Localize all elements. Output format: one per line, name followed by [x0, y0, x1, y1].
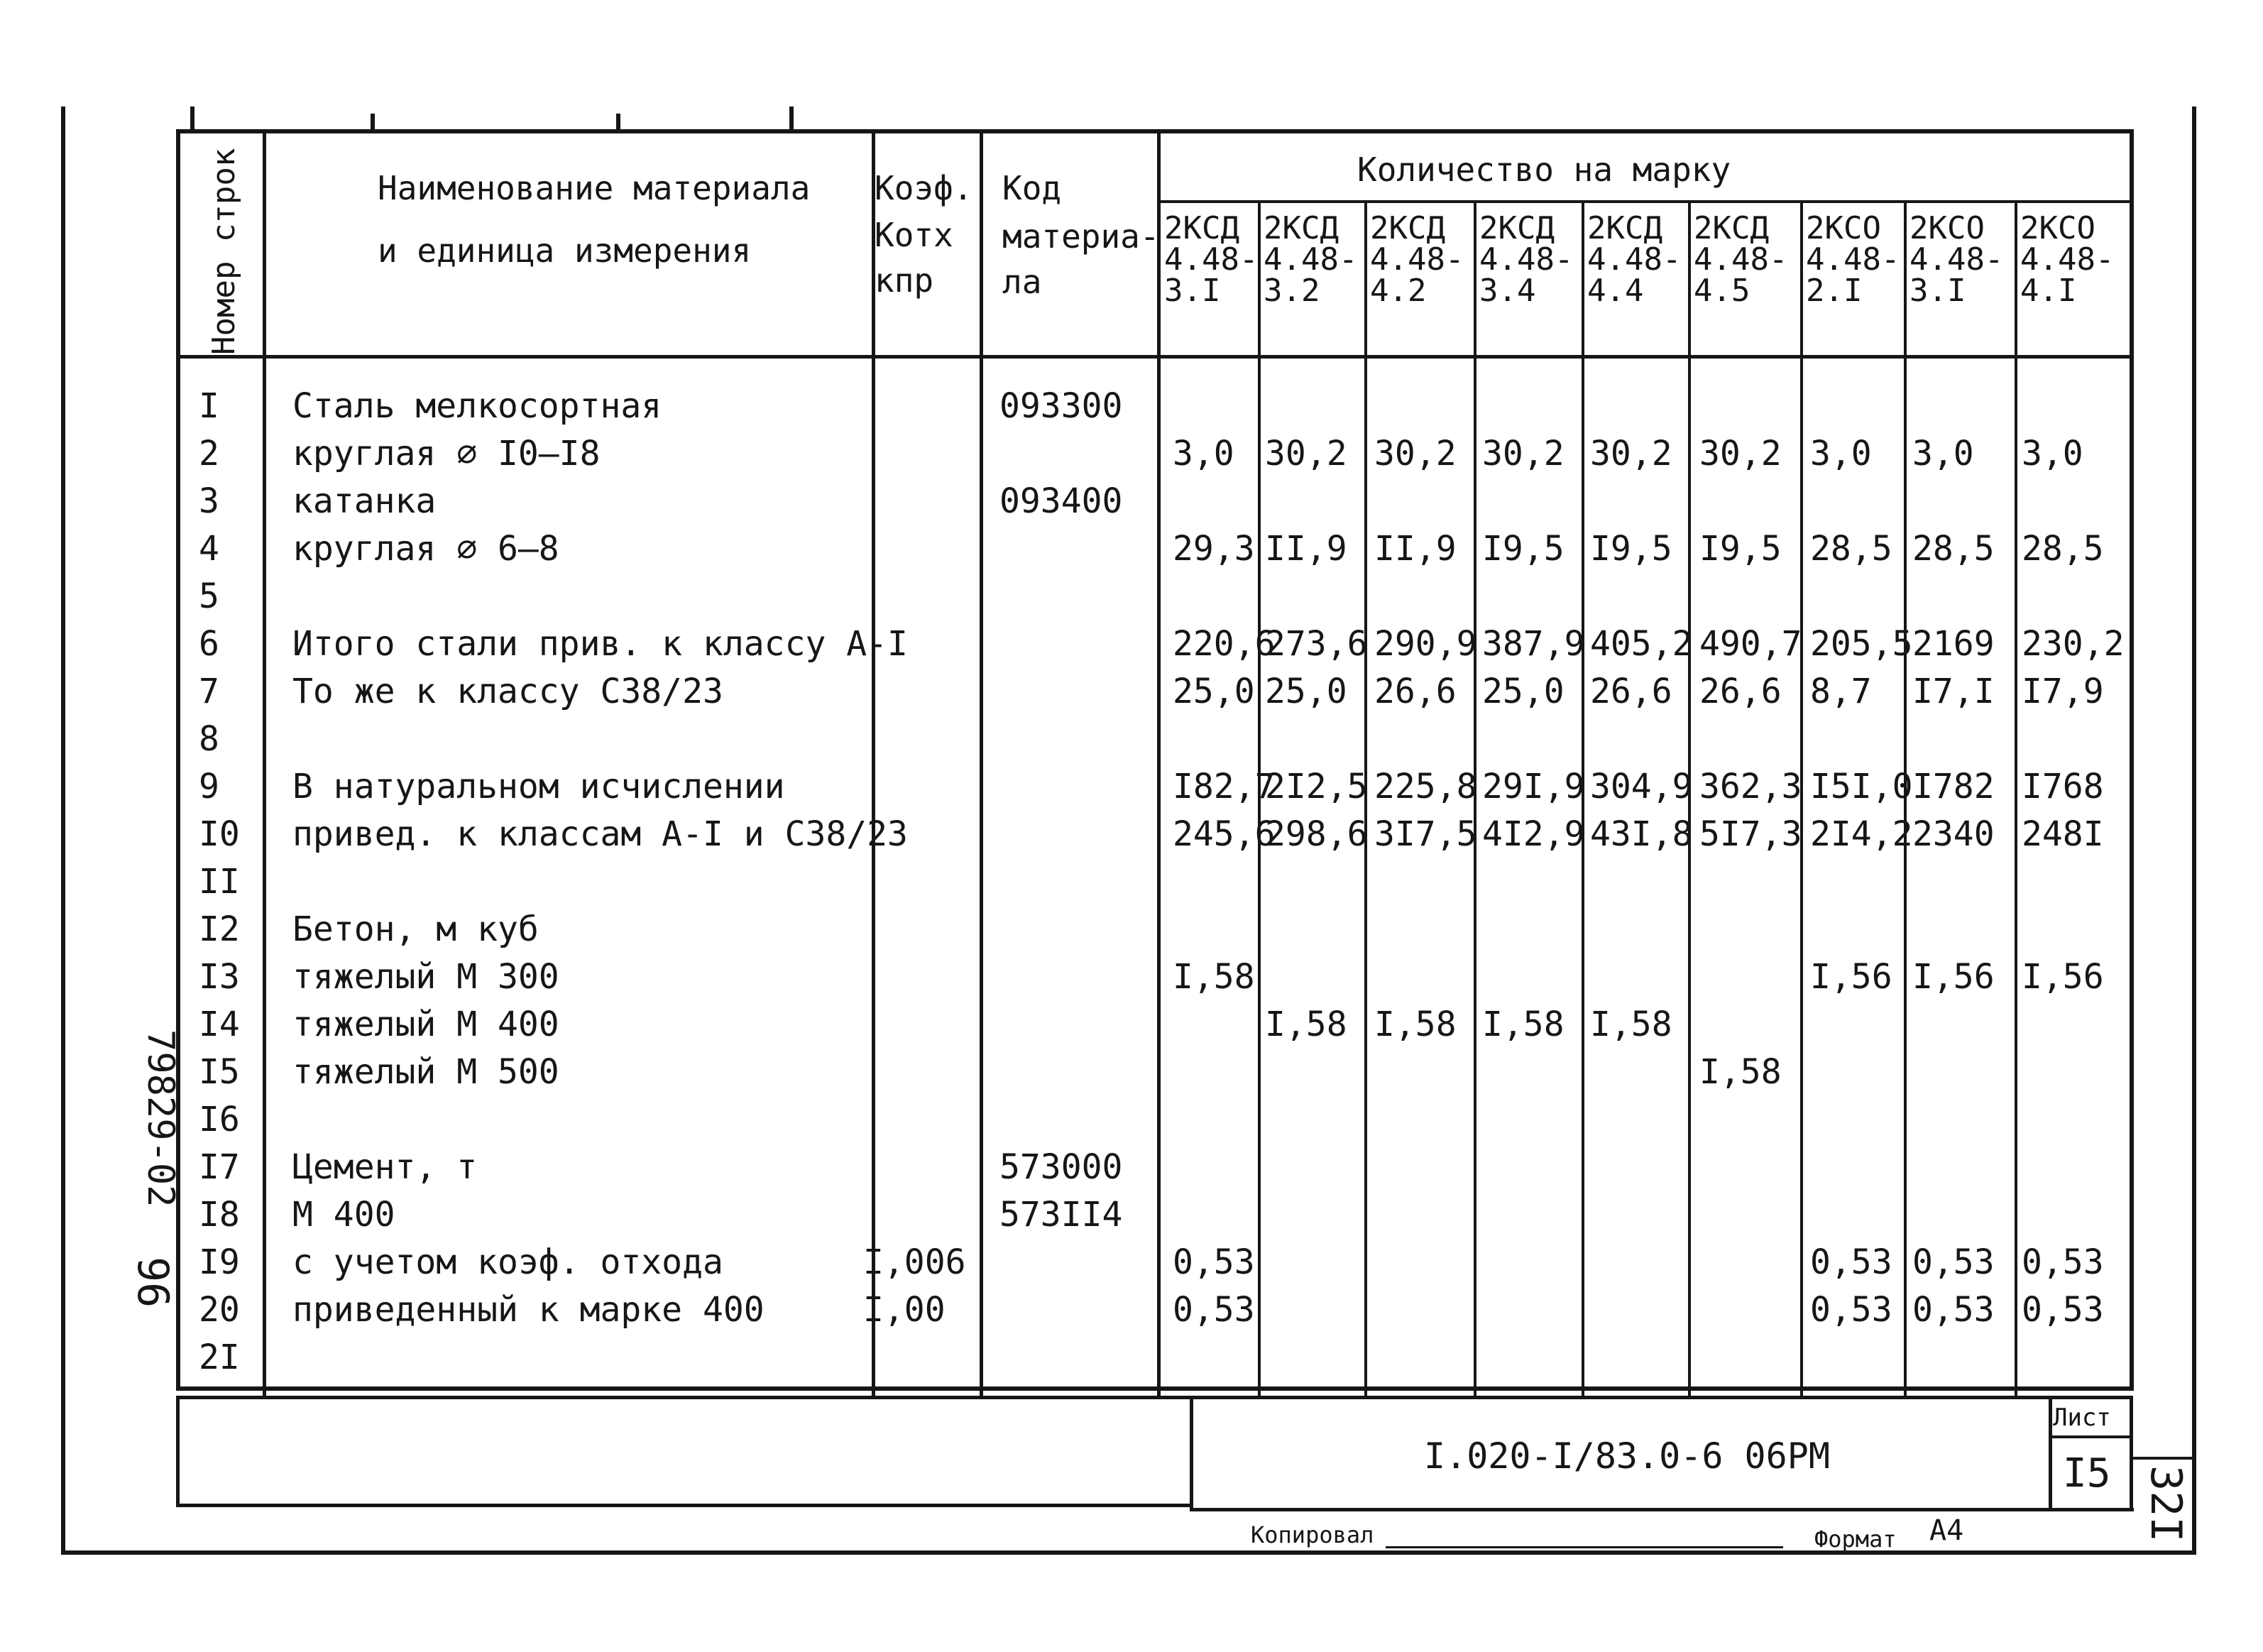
mark-header-line: 4.48-	[2020, 241, 2115, 278]
material-name: Бетон, м куб	[292, 909, 539, 949]
quantity-cell: 0,53	[1173, 1290, 1255, 1330]
row-number: 5	[199, 576, 219, 616]
coef-value: I,006	[863, 1242, 966, 1282]
top-stub-tick	[190, 106, 194, 132]
mark-header-line: 4.48-	[1909, 241, 2004, 278]
mark-header-line: 4.48-	[1479, 241, 1574, 278]
col-line-code	[1157, 132, 1161, 1396]
stamp-sheet-line	[2049, 1435, 2131, 1438]
quantity-cell: 3,0	[1810, 434, 1872, 474]
coef-header-1: Коэф.	[875, 169, 973, 207]
quantity-cell: 26,6	[1374, 672, 1457, 711]
quantity-cell: I,58	[1265, 1005, 1347, 1044]
quantity-cell: 2169	[1912, 624, 1995, 664]
mark-header-line: 2КСД	[1164, 210, 1239, 246]
quantity-cell: 30,2	[1590, 434, 1672, 474]
material-name: Цемент, т	[292, 1147, 478, 1187]
quantity-cell: 29I,9	[1482, 767, 1585, 806]
material-name: тяжелый М 500	[292, 1052, 559, 1092]
mark-header-line: 2КСД	[1264, 210, 1339, 246]
quantity-cell: I82,7	[1173, 767, 1276, 806]
mark-header-line: 4.48-	[1587, 241, 1682, 278]
table-frame	[176, 129, 2134, 1391]
quantity-cell: 28,5	[1810, 529, 1892, 569]
material-code: 573II4	[999, 1195, 1123, 1235]
top-stub-tick	[789, 106, 794, 132]
mark-header-line: 2КСД	[1694, 210, 1769, 246]
quantity-cell: 3I7,5	[1374, 814, 1477, 854]
mark-header-line: 2КСД	[1587, 210, 1662, 246]
quantity-cell: I,58	[1173, 957, 1255, 997]
quantity-cell: 25,0	[1265, 672, 1347, 711]
quantity-cell: 0,53	[1810, 1242, 1892, 1282]
coef-header-2: Котх	[875, 216, 953, 254]
material-name: круглая ∅ 6–8	[292, 529, 559, 569]
quantity-cell: I9,5	[1699, 529, 1782, 569]
side-number: 32I	[2141, 1465, 2191, 1543]
row-number: I5	[199, 1052, 240, 1092]
quantity-cell: 225,8	[1374, 767, 1477, 806]
quantity-cell: I5I,0	[1810, 767, 1913, 806]
quantity-cell: 30,2	[1265, 434, 1347, 474]
top-stub-tick	[616, 114, 620, 132]
quantity-cell: 43I,8	[1590, 814, 1693, 854]
coef-header-3: кпр	[875, 261, 934, 300]
col-line-name	[872, 132, 875, 1396]
inventory-number: 79829-02	[139, 1029, 182, 1208]
quantity-cell: I9,5	[1482, 529, 1565, 569]
quantity-cell: 290,9	[1374, 624, 1477, 664]
mark-header-line: 4.48-	[1806, 241, 1900, 278]
quantity-cell: I768	[2022, 767, 2104, 806]
mark-header-line: 4.48-	[1264, 241, 1358, 278]
top-stub-line	[190, 129, 792, 132]
quantity-cell: 0,53	[1912, 1290, 1995, 1330]
quantity-cell: I782	[1912, 767, 1995, 806]
quantity-cell: 26,6	[1699, 672, 1782, 711]
row-number: I2	[199, 909, 240, 949]
quantity-cell: 26,6	[1590, 672, 1672, 711]
quantity-cell: 230,2	[2022, 624, 2125, 664]
top-stub-tick	[371, 114, 375, 132]
quantity-cell: 2I2,5	[1265, 767, 1368, 806]
quantity-cell: 3,0	[1173, 434, 1234, 474]
quantity-cell: 30,2	[1699, 434, 1782, 474]
mark-header-line: 2КСД	[1370, 210, 1445, 246]
quantity-cell: 8,7	[1810, 672, 1872, 711]
mark-header-line: 2.I	[1806, 273, 1863, 309]
quantity-cell: 5I7,3	[1699, 814, 1802, 854]
row-number: 9	[199, 767, 219, 806]
col-line-mark	[2015, 202, 2017, 1396]
stamp-bottom-line	[176, 1504, 1193, 1507]
quantity-cell: I,58	[1699, 1052, 1782, 1092]
quantity-cell: 273,6	[1265, 624, 1368, 664]
quantity-cell: I,58	[1482, 1005, 1565, 1044]
quantity-cell: I,56	[2022, 957, 2104, 997]
material-name: катанка	[292, 481, 437, 521]
material-code: 573000	[999, 1147, 1123, 1187]
quantity-cell: 25,0	[1482, 672, 1565, 711]
material-code: 093300	[999, 386, 1123, 426]
row-number: 7	[199, 672, 219, 711]
mark-header-line: 2КСО	[1806, 210, 1881, 246]
mark-header-line: 4.48-	[1164, 241, 1259, 278]
format-value: А4	[1929, 1514, 1964, 1547]
quantity-cell: II,9	[1374, 529, 1457, 569]
stamp-divider	[1190, 1396, 1193, 1511]
row-number: I6	[199, 1100, 240, 1139]
material-name: В натуральном исчислении	[292, 767, 785, 806]
code-header-3: ла	[1002, 263, 1042, 301]
mark-header-line: 4.4	[1587, 273, 1644, 309]
mark-header-line: 2КСД	[1479, 210, 1555, 246]
quantity-cell: 2I4,2	[1810, 814, 1913, 854]
quantity-cell: 205,5	[1810, 624, 1913, 664]
row-number: 2I	[199, 1338, 240, 1377]
quantity-cell: 3,0	[1912, 434, 1974, 474]
col-line-coef	[980, 132, 983, 1396]
row-number: I	[199, 386, 219, 426]
mark-header-line: 4.I	[2020, 273, 2077, 309]
quantity-cell: 220,6	[1173, 624, 1276, 664]
material-name: приведенный к марке 400	[292, 1290, 765, 1330]
quantity-cell: 0,53	[1173, 1242, 1255, 1282]
material-name: М 400	[292, 1195, 395, 1235]
code-header-2: материа-	[1002, 217, 1160, 256]
material-name: тяжелый М 400	[292, 1005, 559, 1044]
quantity-header: Количество на марку	[1357, 151, 1731, 189]
material-name: Сталь мелкосортная	[292, 386, 662, 426]
quantity-cell: I,58	[1590, 1005, 1672, 1044]
mark-header-line: 4.48-	[1370, 241, 1464, 278]
quantity-cell: I,56	[1810, 957, 1892, 997]
material-name: Итого стали прив. к классу А-I	[292, 624, 908, 664]
quantity-cell: 0,53	[1810, 1290, 1892, 1330]
coef-value: I,00	[863, 1290, 946, 1330]
mark-header-line: 4.2	[1370, 273, 1427, 309]
quantity-cell: 0,53	[1912, 1242, 1995, 1282]
code-header-1: Код	[1002, 169, 1062, 207]
material-code: 093400	[999, 481, 1123, 521]
side-box-line	[2132, 1457, 2192, 1460]
material-name: с учетом коэф. отхода	[292, 1242, 723, 1282]
stamp-right-line	[2130, 1396, 2133, 1511]
quantity-cell: 245,6	[1173, 814, 1276, 854]
row-number: 8	[199, 719, 219, 759]
quantity-cell: 304,9	[1590, 767, 1693, 806]
quantity-cell: 490,7	[1699, 624, 1802, 664]
mark-header-line: 3.4	[1479, 273, 1536, 309]
stamp-left-line	[176, 1396, 180, 1506]
mark-header-line: 4.5	[1694, 273, 1750, 309]
quantity-cell: 248I	[2022, 814, 2104, 854]
quantity-cell: II,9	[1265, 529, 1347, 569]
doc-code: I.020-I/83.0-6 06РМ	[1424, 1435, 1830, 1477]
row-number: 20	[199, 1290, 240, 1330]
quantity-cell: 0,53	[2022, 1290, 2104, 1330]
row-number: I7	[199, 1147, 240, 1187]
quantity-cell: 4I2,9	[1482, 814, 1585, 854]
row-number: I9	[199, 1242, 240, 1282]
stamp-sheet-divider	[2049, 1396, 2052, 1511]
quantity-cell: 387,9	[1482, 624, 1585, 664]
quantity-cell: 28,5	[1912, 529, 1995, 569]
mark-header-line: 2КСО	[2020, 210, 2095, 246]
row-number: II	[199, 862, 240, 902]
mark-header-line: 3.2	[1264, 273, 1320, 309]
material-name: привед. к классам А-I и С38/23	[292, 814, 908, 854]
quantity-cell: 298,6	[1265, 814, 1368, 854]
material-name-header-2: и единица измерения	[378, 231, 752, 270]
format-label: Формат	[1814, 1526, 1897, 1553]
row-number: I0	[199, 814, 240, 854]
quantity-cell: 405,2	[1590, 624, 1693, 664]
quantity-subheader-line	[1157, 200, 2130, 203]
material-name: тяжелый М 300	[292, 957, 559, 997]
row-number: 4	[199, 529, 219, 569]
page-mark: 96	[128, 1257, 177, 1308]
stamp-code-bottom	[1190, 1508, 2134, 1511]
stamp-top-line	[176, 1396, 2130, 1399]
row-number-header: Номер строк	[206, 148, 242, 355]
quantity-cell: I7,9	[2022, 672, 2104, 711]
quantity-cell: 0,53	[2022, 1242, 2104, 1282]
quantity-cell: I,58	[1374, 1005, 1457, 1044]
row-number: 6	[199, 624, 219, 664]
header-divider	[180, 355, 2130, 359]
quantity-cell: I9,5	[1590, 529, 1672, 569]
material-name-header-1: Наименование материала	[378, 169, 811, 207]
quantity-cell: 28,5	[2022, 529, 2104, 569]
quantity-cell: 29,3	[1173, 529, 1255, 569]
material-name: То же к классу С38/23	[292, 672, 723, 711]
mark-header-line: 3.I	[1164, 273, 1221, 309]
quantity-cell: 3,0	[2022, 434, 2083, 474]
quantity-cell: 30,2	[1482, 434, 1565, 474]
copied-label: Копировал	[1251, 1521, 1374, 1548]
quantity-cell: 30,2	[1374, 434, 1457, 474]
mark-header-line: 2КСО	[1909, 210, 1985, 246]
mark-header-line: 4.48-	[1694, 241, 1788, 278]
row-number: 2	[199, 434, 219, 474]
row-number: I8	[199, 1195, 240, 1235]
quantity-cell: I,56	[1912, 957, 1995, 997]
col-line-number	[263, 132, 266, 1396]
mark-header-line: 3.I	[1909, 273, 1966, 309]
quantity-cell: 25,0	[1173, 672, 1255, 711]
material-name: круглая ∅ I0–I8	[292, 434, 601, 474]
quantity-cell: 362,3	[1699, 767, 1802, 806]
sheet-label: Лист	[2053, 1404, 2111, 1432]
copied-underline	[1386, 1546, 1783, 1548]
quantity-cell: I7,I	[1912, 672, 1995, 711]
sheet-number: I5	[2063, 1450, 2111, 1497]
quantity-cell: 2340	[1912, 814, 1995, 854]
row-number: I3	[199, 957, 240, 997]
row-number: I4	[199, 1005, 240, 1044]
row-number: 3	[199, 481, 219, 521]
